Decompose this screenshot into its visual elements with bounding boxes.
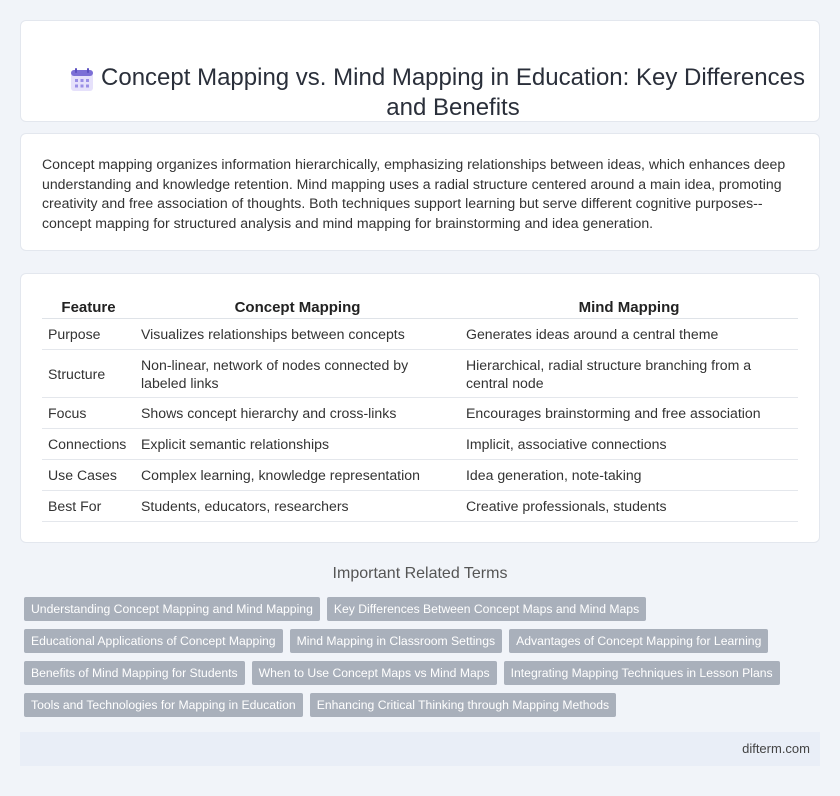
related-term-tag[interactable]: Integrating Mapping Techniques in Lesson Plans	[504, 661, 780, 685]
cell-mind: Hierarchical, radial structure branching from a central node	[460, 350, 798, 398]
calendar-icon	[69, 67, 95, 93]
cell-mind: Creative professionals, students	[460, 491, 798, 522]
cell-concept: Non-linear, network of nodes connected by labeled links	[135, 350, 460, 398]
table-row	[42, 460, 798, 491]
footer	[20, 732, 820, 766]
related-term-tag[interactable]: Key Differences Between Concept Maps and Mind Maps	[327, 597, 646, 621]
table-row	[42, 398, 798, 429]
related-term-tag[interactable]: Tools and Technologies for Mapping in Education	[24, 693, 303, 717]
intro-card	[20, 133, 820, 251]
comparison-table	[42, 294, 798, 522]
table-row	[42, 429, 798, 460]
footer-site-link[interactable]: difterm.com	[742, 741, 810, 756]
cell-feature: Focus	[42, 398, 135, 429]
intro-paragraph: Concept mapping organizes information hierarchically, emphasizing relationships between ideas, which enhances deep understanding and knowledge retention. Mind mapping uses a radial structure centered around a main idea, promoting creativity and free association of thoughts. Both techniques support learning but serve different cognitive purposes--concept mapping for structured analysis and mind mapping for brainstorming and idea generation.	[42, 156, 786, 231]
cell-concept: Visualizes relationships between concepts	[135, 319, 460, 350]
header-mind-mapping: Mind Mapping	[460, 294, 798, 319]
related-terms-list	[24, 597, 824, 725]
cell-feature: Structure	[42, 350, 135, 398]
cell-mind: Generates ideas around a central theme	[460, 319, 798, 350]
table-row	[42, 319, 798, 350]
related-term-tag[interactable]: Enhancing Critical Thinking through Mapping Methods	[310, 693, 616, 717]
cell-mind: Encourages brainstorming and free association	[460, 398, 798, 429]
related-term-tag[interactable]: Educational Applications of Concept Mapping	[24, 629, 283, 653]
related-term-tag[interactable]: Mind Mapping in Classroom Settings	[290, 629, 502, 653]
cell-concept: Complex learning, knowledge representation	[135, 460, 460, 491]
cell-mind: Implicit, associative connections	[460, 429, 798, 460]
header-feature: Feature	[42, 294, 135, 319]
related-term-tag[interactable]: Advantages of Concept Mapping for Learning	[509, 629, 768, 653]
header-concept-mapping: Concept Mapping	[135, 294, 460, 319]
title-card	[20, 20, 820, 122]
cell-feature: Connections	[42, 429, 135, 460]
related-term-tag[interactable]: When to Use Concept Maps vs Mind Maps	[252, 661, 497, 685]
cell-concept: Shows concept hierarchy and cross-links	[135, 398, 460, 429]
comparison-card	[20, 273, 820, 543]
related-terms-title: Important Related Terms	[332, 565, 508, 582]
cell-concept: Explicit semantic relationships	[135, 429, 460, 460]
cell-feature: Use Cases	[42, 460, 135, 491]
page-title: Concept Mapping vs. Mind Mapping in Education: Key Differences and Benefits	[101, 64, 805, 121]
related-term-tag[interactable]: Benefits of Mind Mapping for Students	[24, 661, 245, 685]
table-row	[42, 491, 798, 522]
cell-mind: Idea generation, note-taking	[460, 460, 798, 491]
cell-feature: Best For	[42, 491, 135, 522]
table-header-row	[42, 294, 798, 319]
related-term-tag[interactable]: Understanding Concept Mapping and Mind Mapping	[24, 597, 320, 621]
cell-concept: Students, educators, researchers	[135, 491, 460, 522]
table-row	[42, 350, 798, 398]
cell-feature: Purpose	[42, 319, 135, 350]
